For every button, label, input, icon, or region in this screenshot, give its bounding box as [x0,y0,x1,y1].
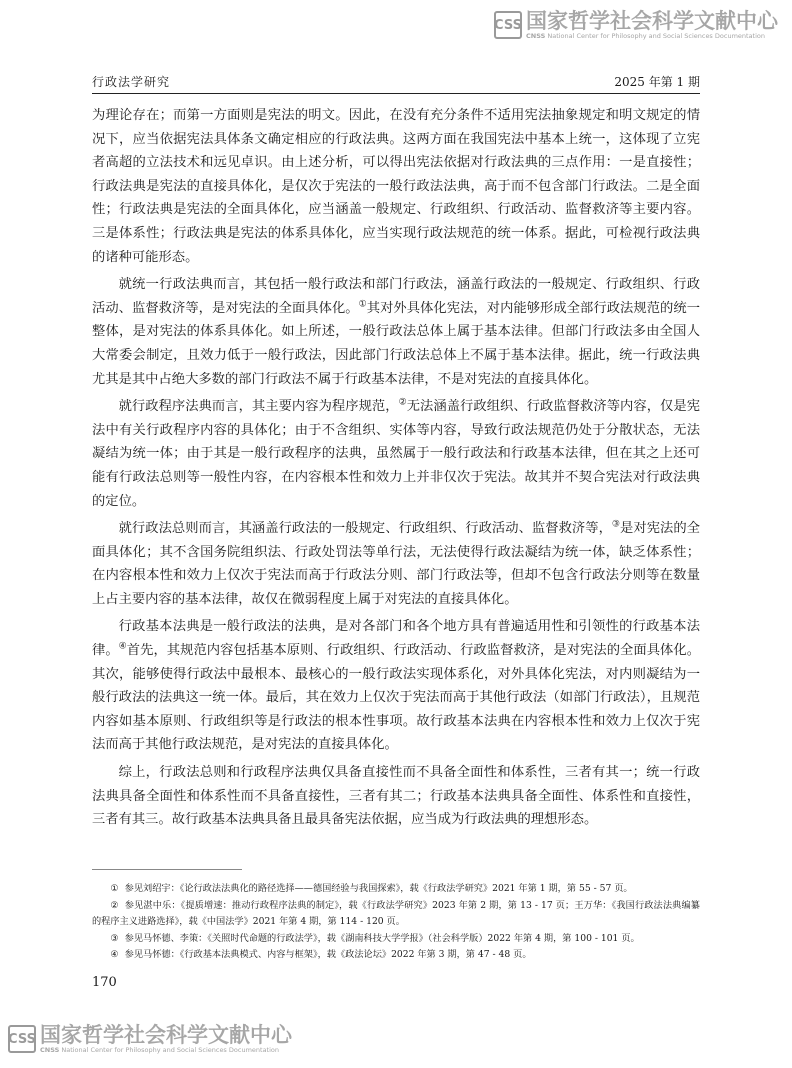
footnote-mark: ③ [110,932,119,944]
footnote-ref-4[interactable]: ④ [118,641,127,652]
paragraph [92,517,700,611]
page-number: 170 [92,975,117,990]
footnote-text: 参见马怀德：《行政基本法典模式、内容与框架》，载《政法论坛》2022 年第 3 期，第 47 - 48 页。 [124,949,532,961]
paragraph-text: 就统一行政法典而言，其包括一般行政法和部门行政法，涵盖行政法的一般规定、行政组织、行政活动、监督救济等，是对宪法的全面具体化。 [92,277,700,316]
watermark-abbr: CNSS [40,1046,60,1054]
footnote-ref-2[interactable]: ② [398,397,407,408]
cnss-logo-icon: CSS [8,1025,36,1053]
footnotes [92,881,700,964]
footnote-item [92,898,700,931]
footnote-mark: ④ [110,949,119,961]
paragraph-text: 无法涵盖行政组织、行政监督救济等内容，仅是宪法中有关行政程序内容的具体化；由于不含组织、实体等内容，导致行政法规范仍处于分散状态，无法凝结为统一体；由于其是一般行政程序的法典，虽然属于一般行政法和行政基本法律，但在其之上还可能有行政法总则等一般性内容，在内容根本性和效力上并非仅次于宪法。故其并不契合宪法对行政法典的定位。 [92,399,700,509]
running-header [92,72,700,94]
article-body [92,104,700,836]
footnote-item [92,881,700,898]
watermark-top [494,10,778,40]
footnote-mark: ① [110,883,119,894]
footnote-text: 参见马怀德、李策：《关照时代命题的行政法学》，载《湖南科技大学学报》（社会科学版）2022 年第 4 期，第 100 - 101 页。 [124,932,640,944]
paragraph [92,395,700,513]
watermark-name-en [526,32,778,40]
footnote-divider [92,869,242,870]
watermark-name-cn: 国家哲学社会科学文献中心 [40,1023,292,1047]
watermark-abbr: CNSS [526,32,546,40]
footnote-ref-3[interactable]: ③ [611,519,621,530]
paragraph-text: 其对外具体化宪法，对内能够形成全部行政法规范的统一整体，是对宪法的体系具体化。如上所述，一般行政法总体上属于基本法律。但部门行政法多由全国人大常委会制定，且效力低于一般行政法，因此部门行政法总体上不属于基本法律。据此，统一行政法典尤其是其中占绝大多数的部门行政法不属于行政基本法律，不是对宪法的直接具体化。 [92,300,701,387]
paragraph-text: 首先，其规范内容包括基本原则、行政组织、行政活动、行政监督救济，是对宪法的全面具体化。其次，能够使得行政法中最根本、最核心的一般行政法实现体系化，对外具体化宪法，对内则凝结为一般行政法的法典这一统一体。最后，其在效力上仅次于宪法而高于其他行政法（如部门行政法），且规范内容如基本原则、行政组织等是行政法的根本性事项。故行政基本法典在内容根本性和效力上仅次于宪法而高于其他行政法规范，是对宪法的直接具体化。 [92,643,701,753]
watermark-bottom [8,1024,292,1054]
paragraph-text: 是对宪法的全面具体化；其不含国务院组织法、行政处罚法等单行法，无法使得行政法凝结为统一体，缺乏体系性；在内容根本性和效力上仅次于宪法而高于行政法分则、部门行政法等，但却不包含行政法分则等在数量上占主要内容的基本法律，故仅在微弱程度上属于对宪法的直接具体化。 [92,521,700,607]
paragraph [92,615,700,757]
footnote-mark: ② [110,899,119,911]
paragraph: 综上，行政法总则和行政程序法典仅具备直接性而不具备全面性和体系性，三者有其一；统一行政法典具备全面性和体系性而不具备直接性，三者有其二；行政基本法典具备全面性、体系性和直接性，三者有其三。故行政基本法典具备且最具备宪法依据，应当成为行政法典的理想形态。 [92,765,700,828]
paragraph-text: 行政基本法典是一般行政法的法典，是对各部门和各个地方具有普遍适用性和引领性的行政基本法律。 [92,619,700,659]
paragraph-text: 就行政法总则而言，其涵盖行政法的一般规定、行政组织、行政活动、监督救济等， [118,521,612,537]
journal-title: 行政法学研究 [92,75,171,89]
watermark-text [40,1024,292,1054]
footnote-text: 参见刘绍宇：《论行政法法典化的路径选择——德国经验与我国探索》，载《行政法学研究》2021 年第 1 期，第 55 - 57 页。 [124,883,633,894]
footnote-item [92,931,700,948]
footnote-item [92,947,700,964]
cnss-logo-icon: CSS [494,11,522,39]
footnote-text: 参见湛中乐：《提质增速：推动行政程序法典的制定》，载《行政法学研究》2023 年第 2 期，第 13 - 17 页；王万华：《我国行政法法典编纂的程序主义进路选择》，载《中国法学》2021 年第 4 期，第 114 - 120 页。 [92,899,700,928]
footnote-ref-1[interactable]: ① [358,299,367,310]
paragraph-text: 就行政程序法典而言，其主要内容为程序规范， [118,399,399,415]
paragraph: 为理论存在；而第一方面则是宪法的明文。因此，在没有充分条件不适用宪法抽象规定和明文规定的情况下，应当依据宪法具体条文确定相应的行政法典。这两方面在我国宪法中基本上统一，这体现了立宪者高超的立法技术和远见卓识。由上述分析，可以得出宪法依据对行政法典的三点作用：一是直接性；行政法典是宪法的直接具体化，是仅次于宪法的一般行政法法典，高于而不包含部门行政法。二是全面性；行政法典是宪法的全面具体化，应当涵盖一般规定、行政组织、行政活动、监督救济等主要内容。三是体系性；行政法典是宪法的体系具体化，应当实现行政法规范的统一体系。据此，可检视行政法典的诸种可能形态。 [92,108,700,265]
issue-label: 2025 年第 1 期 [614,75,700,89]
watermark-english: National Center for Philosophy and Social Sciences Documentation [547,32,765,40]
watermark-english: National Center for Philosophy and Social Sciences Documentation [61,1046,279,1054]
paragraph [92,273,700,391]
watermark-name-cn: 国家哲学社会科学文献中心 [526,9,778,33]
watermark-text [526,10,778,40]
watermark-name-en [40,1046,292,1054]
